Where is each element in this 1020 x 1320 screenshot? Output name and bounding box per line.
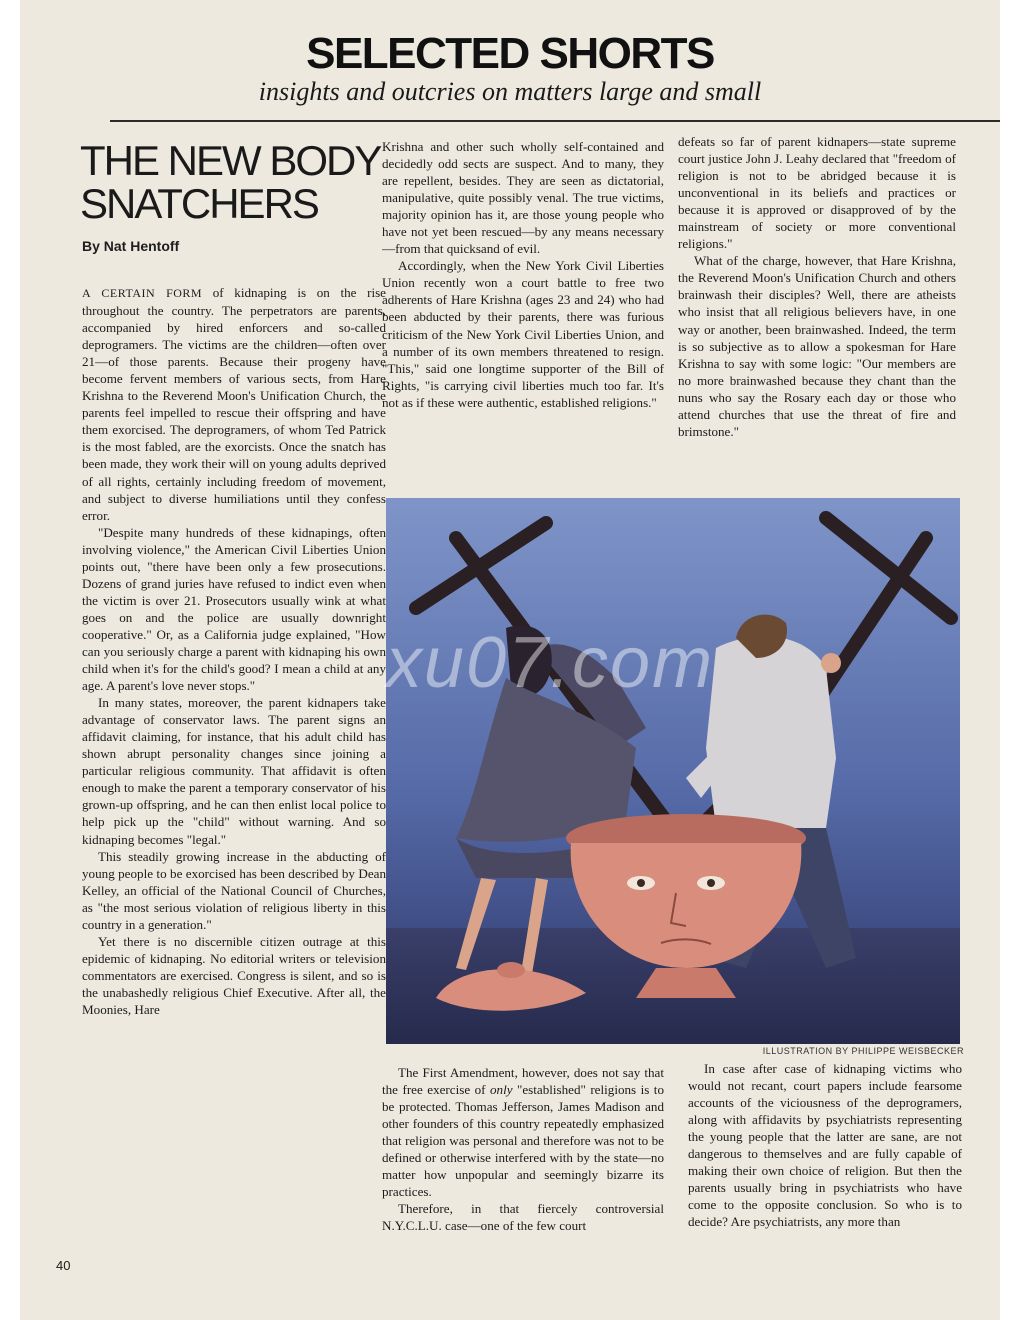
paragraph: "Despite many hundreds of these kidnapings, often involving violence," the American Civil Liberties Union points out, "there have been only a few prosecutions. Dozens of grand juries have refused to indict even when the victim is over 21. Prosecutors usually wink at what goes on and the police are usually downright cooperative." Or, as a California judge explained, "How can you seriously charge a parent with kidnaping his own child when it's for the child's good? I mean a child at any age. A parent's love never stops.": [82, 524, 386, 694]
paragraph: defeats so far of parent kidnapers—state supreme court justice John J. Leahy declared that "freedom of religion is not to be abridged because it is unconventional in its beliefs and practices or because it is approved or disapproved of by the mainstream of society or more conventional religions.": [678, 134, 956, 252]
paragraph: Therefore, in that fiercely controversial N.Y.C.L.U. case—one of the few court: [382, 1201, 664, 1234]
paragraph: This steadily growing increase in the abducting of young people to be exorcised has been described by Dean Kelley, an official of the National Council of Churches, as "the most serious violation of religious liberty in this country in a generation.": [82, 848, 386, 932]
illustration-credit: ILLUSTRATION BY PHILIPPE WEISBECKER: [762, 1046, 964, 1056]
article-title: THE NEW BODY SNATCHERS: [80, 137, 380, 227]
header-rule: [110, 120, 1000, 122]
column-1: [82, 284, 386, 1304]
section-title: SELECTED SHORTS: [306, 29, 714, 78]
illustration: [386, 498, 960, 1044]
watermark: xu07.com: [385, 623, 715, 703]
lead-text: of kidnaping is on the rise throughout the country. The perpetrators are parents, accompanied by hired enforcers and so-called deprogramers. The victims are the children—often over 21—of those parents. Because their progeny have become fervent members of various sects, from Hare Krishna to the Reverend Moon's Unification Church, the parents feel impelled to rescue their offspring and have them exorcised. The deprogramers, of whom Ted Patrick is the most fabled, are the exorcists. Once the snatch has been made, they work their will on young adults deprived of all rights, certainly including freedom of movement, and subject to diverse humiliations until they confess error.: [82, 285, 386, 523]
section-subtitle: insights and outcries on matters large and small: [258, 77, 762, 106]
paragraph: In case after case of kidnaping victims who would not recant, court papers include fearsome accounts of the viciousness of the deprogramers, along with affidavits by psychiatrists representing the young people that the latter are sane, are not dangerous to themselves and are fully capable of making their own choice of religion. But then the parents usually bring in psychiatrists who have come to the opposite conclusion. So who is to decide? Are psychiatrists, any more than: [688, 1061, 962, 1230]
lead-caps: A CERTAIN FORM: [82, 286, 203, 300]
illustration-svg: [386, 498, 960, 1044]
text-run: The First Amendment, however, does not say that the free exercise of: [382, 1065, 664, 1098]
emphasis: only: [489, 1082, 513, 1098]
byline: By Nat Hentoff: [82, 238, 180, 254]
column-3: [678, 133, 956, 493]
paragraph: [382, 1064, 664, 1200]
lead-paragraph: [82, 284, 386, 524]
column-2: [382, 138, 664, 498]
paragraph: What of the charge, however, that Hare Krishna, the Reverend Moon's Unification Church and others brainwash their disciples? Well, there are atheists who insist that all religious believers have, in one way or another, been brainwashed. Indeed, the term is so subjective as to allow a spokesman for Hare Krishna to say with some logic: "Our members are no more brainwashed because they chant than the nuns who say the Rosary each day or those who attend churches that use the threat of fire and brimstone.": [678, 253, 956, 439]
paragraph: In many states, moreover, the parent kidnapers take advantage of conservator laws. The parent signs an affidavit claiming, for instance, that his adult child has shown abrupt personality changes since joining a particular religious community. That affidavit is often enough to make the parent a temporary conservator of his grown-up offspring, and he can then enlist local police to help pick up the "child" without warning. And so kidnaping becomes "legal.": [82, 695, 386, 847]
magazine-page: [20, 0, 1000, 1320]
page-number: 40: [56, 1258, 71, 1273]
text-run: "established" religions is to be protected. Thomas Jefferson, James Madison and other founders of this country repeatedly emphasized that religion was personal and therefore was not to be defined or otherwise interfered with by the state—no matter how unpopular and seemingly bizarre its practices.: [382, 1082, 664, 1200]
paragraph: Accordingly, when the New York Civil Liberties Union recently won a court battle to free two adherents of Hare Krishna (ages 23 and 24) who had been abducted by their parents, there was furious criticism of the New York Civil Liberties Union, and a number of its own members threatened to resign. "This," said one longtime supporter of the Bill of Rights, "is carrying civil liberties much too far. It's not as if these were authentic, established religions.": [382, 258, 664, 410]
column-3-continued: [688, 1060, 962, 1304]
paragraph: Krishna and other such wholly self-contained and decidedly odd sects are suspect. And to many, they are repellent, besides. They are seen as dictatorial, manipulative, quite possibly venal. The true victims, majority opinion has it, are those young people who have not yet been rescued—by any means necessary—from that quicksand of evil.: [382, 139, 664, 257]
column-2-continued: [382, 1064, 664, 1304]
paragraph: Yet there is no discernible citizen outrage at this epidemic of kidnaping. No editorial writers or television commentators are exercised. Congress is silent, and so is the unabashedly religious Chief Executive. After all, the Moonies, Hare: [82, 933, 386, 1017]
